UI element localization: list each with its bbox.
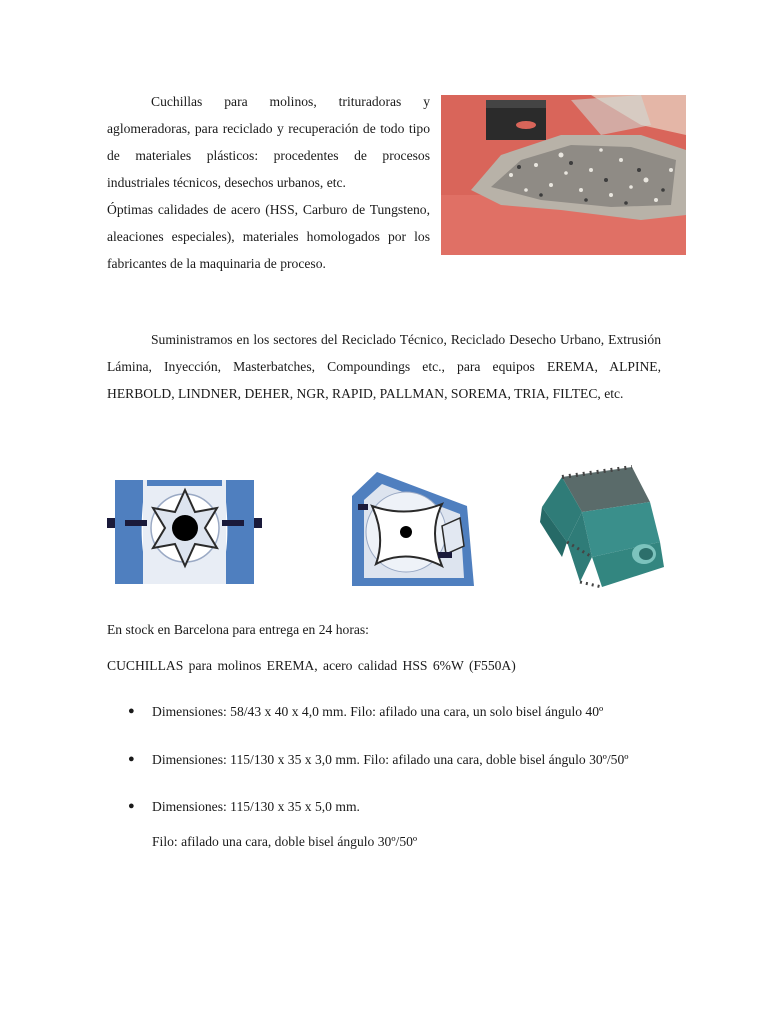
rotor-knife-3d-diagram <box>532 462 677 592</box>
bullet-icon: ● <box>128 705 135 717</box>
bullet-icon: ● <box>128 800 135 812</box>
list-item <box>107 746 661 773</box>
spec-text: Dimensiones: 115/130 x 35 x 3,0 mm. Filo: afilado una cara, doble bisel ángulo 30º/50º <box>152 752 629 767</box>
spec-list <box>107 698 661 855</box>
product-headline: CUCHILLAS para molinos EREMA, acero calidad HSS 6%W (F550A) <box>107 658 516 673</box>
stock-notice: En stock en Barcelona para entrega en 24 horas: <box>107 622 369 637</box>
intro-paragraph-1: Cuchillas para molinos, trituradoras y aglomeradoras, para reciclado y recuperación de todo tipo de materiales plásticos: procedentes de procesos industriales técnicos, desechos urbanos, etc. <box>107 94 430 190</box>
plastic-granules-photo <box>441 95 686 255</box>
suppliers-paragraph: Suministramos en los sectores del Reciclado Técnico, Reciclado Desecho Urbano, Extrusión Lámina, Inyección, Masterbatches, Compoundings etc., para equipos EREMA, ALPINE, HERBOLD, LINDNER, DEHER, NGR, RAPID, PALLMAN, SOREMA, TRIA, FILTEC, etc. <box>107 332 661 401</box>
bullet-icon: ● <box>128 753 135 765</box>
list-item <box>107 698 661 725</box>
granulator-cross-section-diagram <box>342 466 482 590</box>
intro-block <box>107 88 430 277</box>
spec-text: Dimensiones: 58/43 x 40 x 4,0 mm. Filo: afilado una cara, un solo bisel ángulo 40º <box>152 704 604 719</box>
list-item <box>107 793 661 855</box>
intro-paragraph-2: Óptimas calidades de acero (HSS, Carburo de Tungsteno, aleaciones especiales), materiales homologados por los fabricantes de la maquinaria de proceso. <box>107 202 430 271</box>
machine-diagrams <box>107 462 677 592</box>
spec-text: Dimensiones: 115/130 x 35 x 5,0 mm. <box>152 799 360 814</box>
rotor-cross-section-diagram <box>107 472 262 590</box>
spec-subline: Filo: afilado una cara, doble bisel ángulo 30º/50º <box>152 834 418 849</box>
